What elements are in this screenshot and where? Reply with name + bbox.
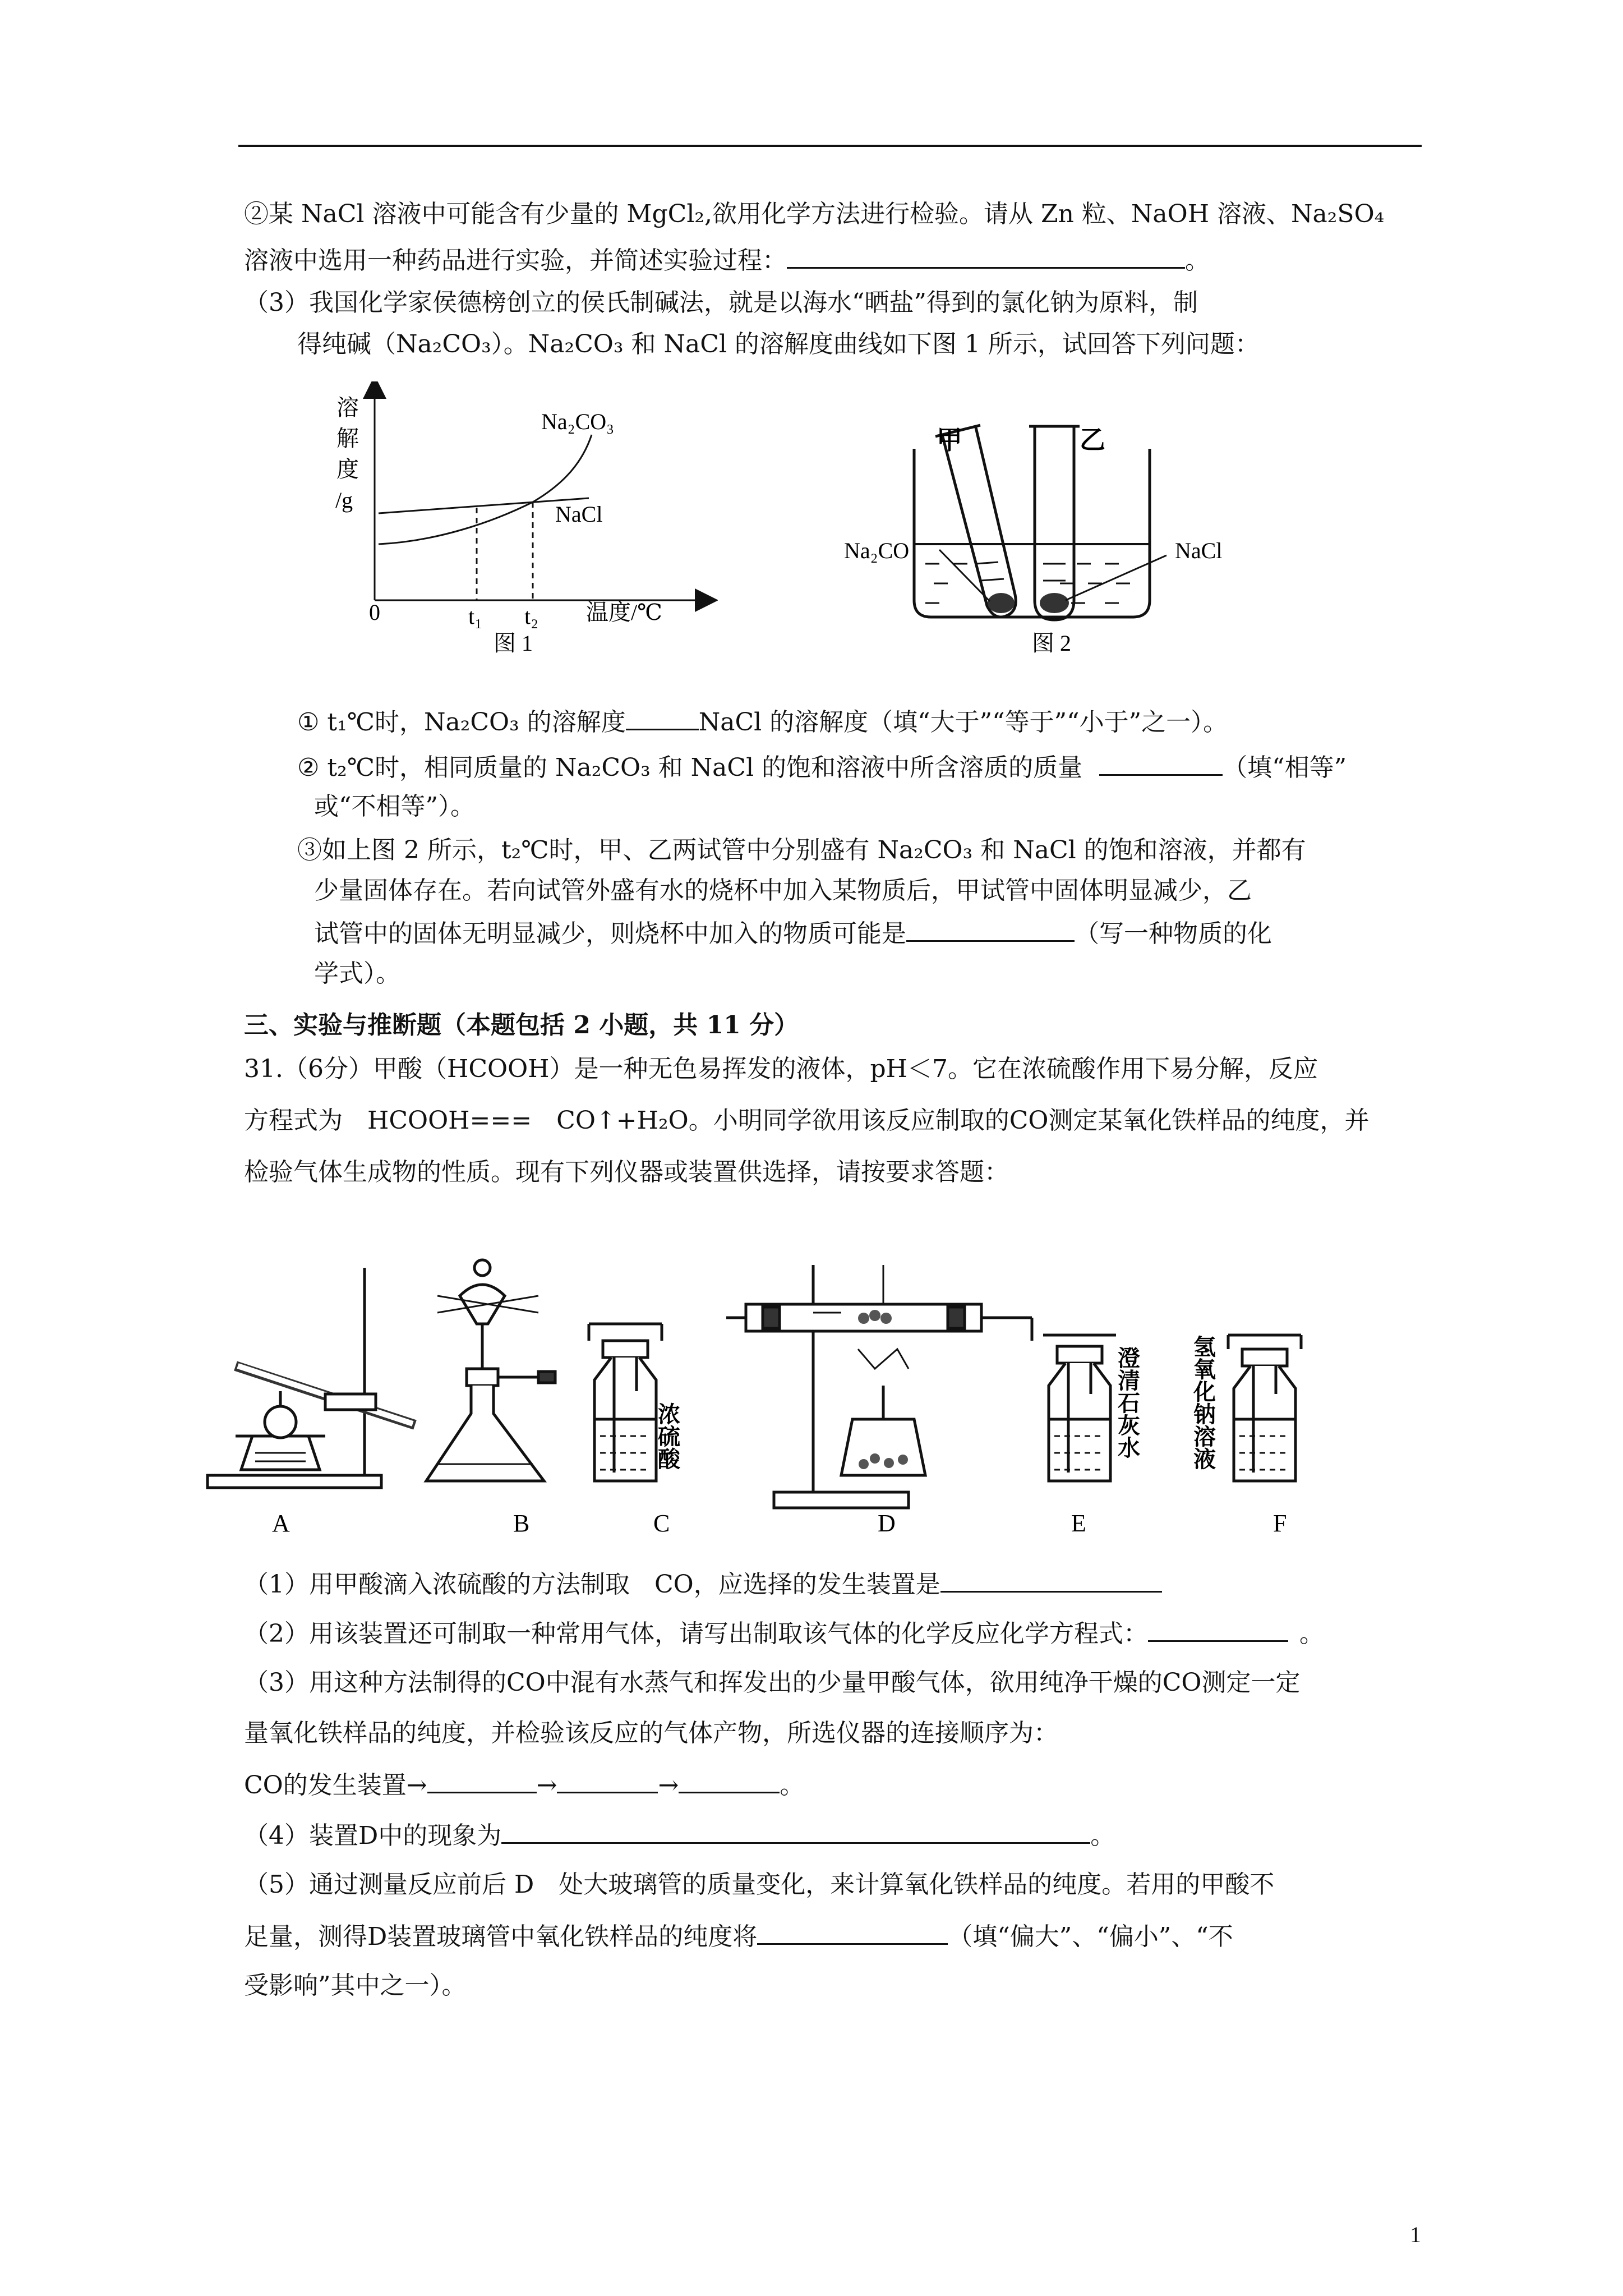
q31-line2: 方程式为 HCOOH=== CO↑+H₂O。小明同学欲用该反应制取的CO测定某氧化铁样品的纯度，并: [244, 1106, 1370, 1135]
q3-item1-text2: NaCl 的溶解度（填“大于”“等于”“小于”之一）。: [698, 708, 1228, 737]
label-nacl: NaCl: [1175, 538, 1223, 563]
letter-b: B: [513, 1510, 530, 1537]
q31-part3-end: 。: [780, 1771, 805, 1800]
ylabel-2: 解: [336, 426, 359, 451]
figure1-solubility-chart: [325, 381, 718, 662]
q31-part5-l1: （5）通过测量反应前后 D 处大玻璃管的质量变化，来计算氧化铁样品的纯度。若用的甲酸不: [244, 1870, 1275, 1899]
x-axis-label: 温度/℃: [586, 600, 662, 625]
q3-item2-text: ② t₂℃时，相同质量的 Na₂CO₃ 和 NaCl 的饱和溶液中所含溶质的质量: [297, 753, 1083, 782]
q3-item1-text: ① t₁℃时，Na₂CO₃ 的溶解度: [297, 708, 626, 737]
q31-part4: [244, 1818, 1115, 1853]
q2-line1: ②某 NaCl 溶液中可能含有少量的 MgCl₂,欲用化学方法进行检验。请从 Zn 粒、NaOH 溶液、Na₂SO₄: [244, 200, 1385, 228]
apparatus-f: [1228, 1335, 1301, 1481]
ylabel-1: 溶: [336, 395, 359, 420]
figure2-caption: 图 2: [1032, 631, 1071, 656]
q3-line1: （3）我国化学家侯德榜创立的侯氏制碱法，就是以海水“晒盐”得到的氯化钠为原料，制: [244, 288, 1198, 317]
beaker-water-dashes: [925, 564, 1130, 603]
q2-line2: [244, 242, 1210, 278]
letter-f: F: [1273, 1510, 1287, 1537]
q3-item2: [297, 749, 1347, 785]
series-label-na2co3: Na₂CO₃: [541, 409, 615, 434]
q31-part2-end: 。: [1299, 1619, 1324, 1648]
label-naoh-solution: 氢氧化钠溶液: [1190, 1335, 1216, 1470]
label-jia: 甲: [937, 426, 962, 454]
figure2-beaker: [841, 415, 1267, 662]
tick-t1: t₁: [468, 604, 483, 629]
q3-item1: [297, 704, 1228, 739]
q3-line2: 得纯碱（Na₂CO₃）。Na₂CO₃ 和 NaCl 的溶解度曲线如下图 1 所示，试回答下列问题：: [297, 330, 1260, 358]
page-number: 1: [1410, 2222, 1421, 2247]
q3-item3-text2: （写一种物质的化: [1075, 919, 1272, 948]
label-na2co3: Na₂CO: [844, 538, 910, 563]
q31-part3-arrow2: →: [658, 1771, 679, 1800]
q3-item3-l3: [314, 915, 1272, 951]
q2-line2-end: 。: [1185, 246, 1210, 275]
pointer-right: [1066, 555, 1166, 600]
q3-item1-blank[interactable]: [626, 704, 699, 730]
letter-d: D: [878, 1510, 896, 1537]
q31-part3-arrow1: →: [536, 1771, 557, 1800]
q31-part3-blank3[interactable]: [679, 1767, 780, 1793]
q31-part3-l1: （3）用这种方法制得的CO中混有水蒸气和挥发出的少量甲酸气体，欲用纯净干燥的CO测定一定: [244, 1668, 1301, 1697]
q31-part2: [244, 1616, 1324, 1651]
q31-part5-l3: 受影响”其中之一）。: [244, 1971, 467, 2000]
q31-part1-blank[interactable]: [940, 1566, 1162, 1593]
apparatus-b: [426, 1260, 555, 1481]
q3-item2-text2: （填“相等”: [1223, 753, 1347, 782]
pointer-left: [939, 550, 990, 601]
q3-item3-l1: ③如上图 2 所示，t₂℃时，甲、乙两试管中分别盛有 Na₂CO₃ 和 NaCl 的饱和溶液，并都有: [297, 836, 1306, 864]
figure1-caption: 图 1: [494, 631, 533, 656]
q31-part3-blank2[interactable]: [557, 1767, 658, 1793]
letter-a: A: [272, 1510, 290, 1537]
apparatus-e: [1032, 1318, 1116, 1481]
q31-part4-blank[interactable]: [501, 1818, 1090, 1844]
q31-part5-l2: [244, 1918, 1233, 1954]
header-rule: [238, 145, 1422, 147]
series-label-nacl: NaCl: [555, 501, 603, 527]
apparatus-d: [726, 1265, 1032, 1508]
q31-part1: [244, 1566, 1162, 1602]
q31-part5-text2: （填“偏大”、“偏小”、“不: [948, 1922, 1233, 1951]
letter-e: E: [1071, 1510, 1086, 1537]
ylabel-3: 度: [336, 457, 359, 482]
q31-part5-text: 足量，测得D装置玻璃管中氧化铁样品的纯度将: [244, 1922, 758, 1951]
q2-line2-text: 溶液中选用一种药品进行实验，并简述实验过程：: [244, 246, 787, 275]
na2co3-curve: [379, 435, 592, 544]
label-lime-water: 澄清石灰水: [1114, 1346, 1140, 1458]
section3-heading: 三、实验与推断题（本题包括 2 小题，共 11 分）: [244, 1011, 799, 1039]
letter-c: C: [653, 1510, 670, 1537]
label-conc-h2so4: 浓硫酸: [654, 1402, 680, 1470]
q31-part3-start: CO的发生装置→: [244, 1771, 427, 1800]
q3-item3-text: 试管中的固体无明显减少，则烧杯中加入的物质可能是: [314, 919, 906, 948]
q3-item3-blank[interactable]: [906, 915, 1075, 942]
q31-part5-blank[interactable]: [757, 1918, 948, 1945]
ylabel-4: /g: [335, 487, 353, 513]
q3-item2-blank[interactable]: [1099, 749, 1223, 776]
beaker: [914, 449, 1150, 617]
q3-item2-cont: 或“不相等”）。: [314, 792, 475, 821]
q31-line3: 检验气体生成物的性质。现有下列仪器或装置供选择，请按要求答题：: [244, 1158, 1009, 1186]
q31-part3-l2: 量氧化铁样品的纯度，并检验该反应的气体产物，所选仪器的连接顺序为：: [244, 1719, 1058, 1747]
q31-part2-blank[interactable]: [1148, 1616, 1288, 1642]
apparatus-figure: [202, 1251, 1363, 1543]
q31-line1: 31.（6分）甲酸（HCOOH）是一种无色易挥发的液体，pH＜7。它在浓硫酸作用下易分解，反应: [244, 1055, 1318, 1083]
q31-part1-text: （1）用甲酸滴入浓硫酸的方法制取 CO，应选择的发生装置是: [244, 1570, 940, 1599]
apparatus-a: [208, 1268, 415, 1488]
q31-part3-l3: [244, 1767, 804, 1802]
label-yi: 乙: [1080, 426, 1105, 454]
q31-part2-text: （2）用该装置还可制取一种常用气体，请写出制取该气体的化学反应化学方程式：: [244, 1619, 1148, 1648]
q2-answer-blank[interactable]: [787, 242, 1185, 269]
test-tube-yi: [1029, 426, 1080, 620]
apparatus-c: [589, 1324, 662, 1481]
q31-part3-blank1[interactable]: [427, 1767, 537, 1793]
q3-item3-l4: 学式）。: [314, 959, 400, 988]
tick-t2: t₂: [524, 604, 539, 629]
q31-part4-end: 。: [1090, 1821, 1115, 1850]
q31-part4-text: （4）装置D中的现象为: [244, 1821, 502, 1850]
origin-label: 0: [369, 600, 380, 625]
q3-item3-l2: 少量固体存在。若向试管外盛有水的烧杯中加入某物质后，甲试管中固体明显减少，乙: [314, 876, 1252, 905]
